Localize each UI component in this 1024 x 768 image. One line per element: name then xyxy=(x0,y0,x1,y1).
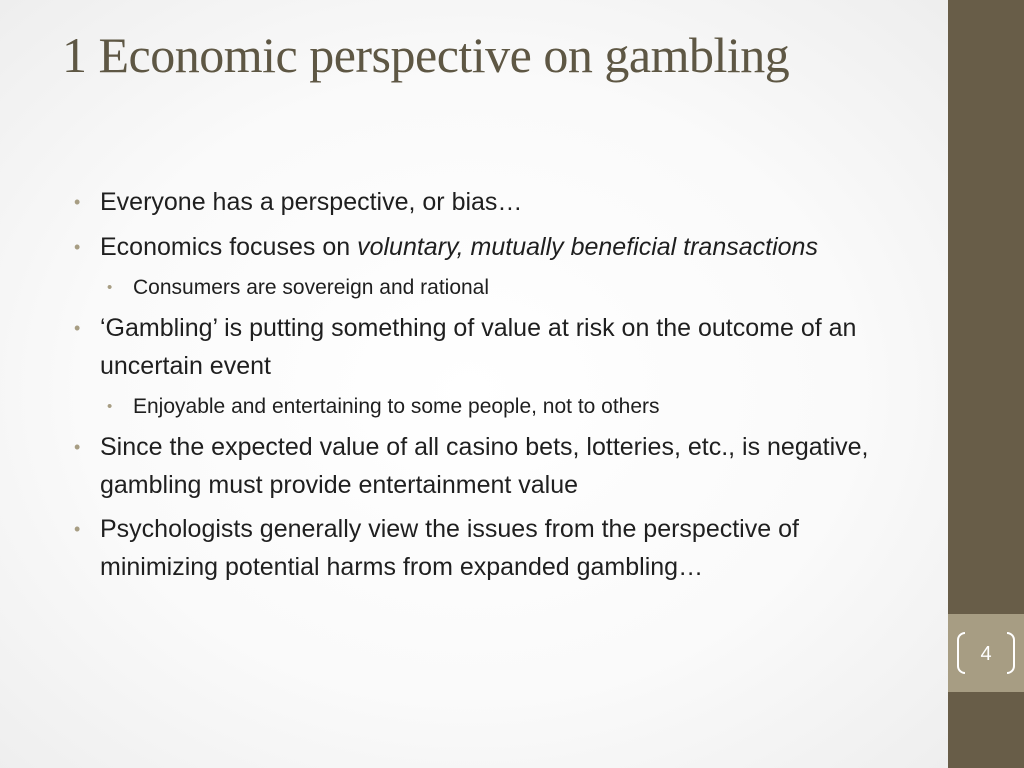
right-bracket-icon xyxy=(1007,632,1015,674)
bullet-text-prefix: Economics focuses on xyxy=(100,232,358,261)
sub-bullet-dot-icon: • xyxy=(107,398,113,415)
page-number: 4 xyxy=(980,643,992,665)
bullet-item xyxy=(74,429,874,504)
bullet-text-emphasis: voluntary, mutually beneficial transactions xyxy=(357,232,818,261)
bullet-item xyxy=(74,229,874,267)
bullet-text: Since the expected value of all casino bets, lotteries, etc., is negative, gambling must provide entertainment value xyxy=(100,433,869,499)
sub-bullet-item xyxy=(107,273,874,303)
bullet-text: Psychologists generally view the issues from the perspective of minimizing potential harms from expanded gambling… xyxy=(100,515,799,581)
bullet-dot-icon: • xyxy=(74,192,81,212)
slide-title: 1 Economic perspective on gambling xyxy=(62,27,790,83)
bullet-dot-icon: • xyxy=(74,519,81,539)
bullet-item xyxy=(74,310,874,385)
sub-bullet-item xyxy=(107,392,874,422)
bullet-list xyxy=(74,184,874,593)
sub-bullet-text: Consumers are sovereign and rational xyxy=(133,276,490,299)
sub-bullet-text: Enjoyable and entertaining to some people, not to others xyxy=(133,395,660,418)
bullet-dot-icon: • xyxy=(74,437,81,457)
sub-bullet-dot-icon: • xyxy=(107,279,113,296)
bullet-text: Everyone has a perspective, or bias… xyxy=(100,188,523,216)
bullet-item xyxy=(74,184,874,222)
bullet-item xyxy=(74,511,874,586)
bullet-dot-icon: • xyxy=(74,236,81,257)
bullet-text xyxy=(100,229,874,267)
bullet-text: ‘Gambling’ is putting something of value at risk on the outcome of an uncertain event xyxy=(100,314,857,380)
page-number-box xyxy=(948,614,1024,692)
bullet-dot-icon: • xyxy=(74,318,81,338)
